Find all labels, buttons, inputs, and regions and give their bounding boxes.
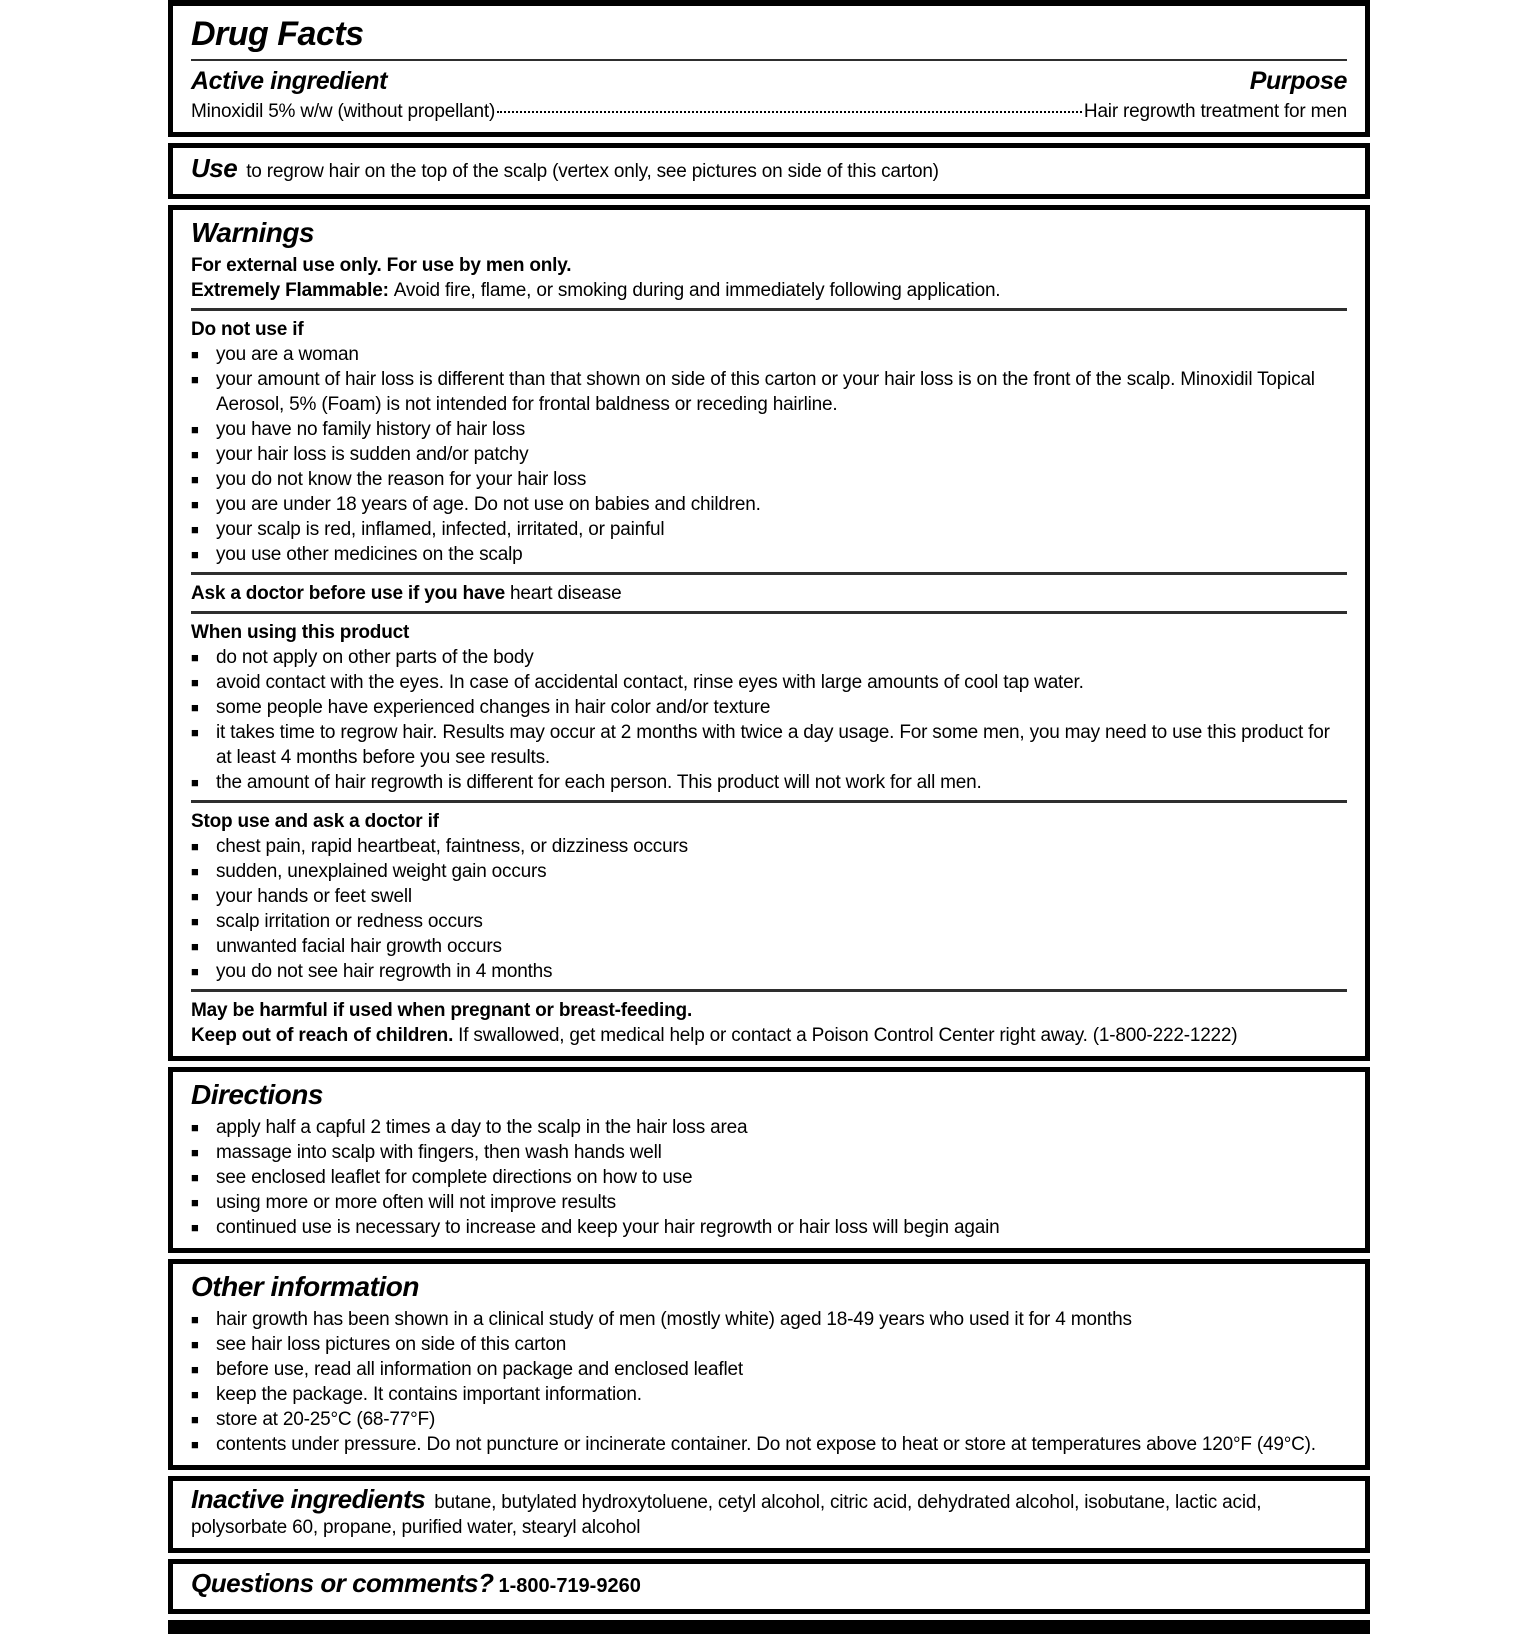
cutoff-panel-border bbox=[168, 1620, 1370, 1634]
bullet-square-icon: ■ bbox=[191, 497, 199, 512]
section-directions bbox=[168, 1067, 1370, 1253]
direction-item: ■ using more or more often will not improve results bbox=[191, 1192, 616, 1213]
stop-use-list bbox=[191, 834, 1347, 984]
bullet-square-icon: ■ bbox=[191, 372, 199, 387]
bullet-square-icon: ■ bbox=[191, 1170, 199, 1185]
bullet-square-icon: ■ bbox=[191, 547, 199, 562]
direction-item: ■ apply half a capful 2 times a day to the scalp in the hair loss area bbox=[191, 1117, 748, 1138]
bullet-square-icon: ■ bbox=[191, 347, 199, 362]
pregnancy-warning: May be harmful if used when pregnant or breast-feeding. bbox=[191, 1000, 693, 1021]
bullet-square-icon: ■ bbox=[191, 522, 199, 537]
bullet-square-icon: ■ bbox=[191, 1387, 199, 1402]
bullet-square-icon: ■ bbox=[191, 1120, 199, 1135]
bullet-square-icon: ■ bbox=[191, 650, 199, 665]
keep-out-text: If swallowed, get medical help or contact a Poison Control Center right away. (1-800-222-1222) bbox=[458, 1025, 1238, 1046]
do-not-use-list bbox=[191, 342, 1347, 567]
flammable-text: Avoid fire, flame, or smoking during and immediately following application. bbox=[393, 280, 1001, 301]
bullet-square-icon: ■ bbox=[191, 839, 199, 854]
warning-item: ■ you are under 18 years of age. Do not use on babies and children. bbox=[191, 494, 761, 515]
ask-doctor-label: Ask a doctor before use if you have bbox=[191, 583, 505, 604]
active-ingredient-row bbox=[191, 99, 1347, 124]
bullet-square-icon: ■ bbox=[191, 1145, 199, 1160]
flammable-line bbox=[191, 278, 1347, 303]
page-title: Drug Facts bbox=[191, 15, 364, 53]
bullet-square-icon: ■ bbox=[191, 964, 199, 979]
active-ingredient-heading: Active ingredient bbox=[191, 67, 388, 95]
warning-item: ■ you do not know the reason for your hair loss bbox=[191, 469, 587, 490]
other-info-item: ■ store at 20-25°C (68-77°F) bbox=[191, 1409, 436, 1430]
other-info-item: ■ contents under pressure. Do not puncture or incinerate container. Do not expose to heat or store at temperatures above 120°F (49°C). bbox=[191, 1434, 1316, 1455]
active-ingredient-header-row bbox=[191, 67, 1347, 96]
use-text: to regrow hair on the top of the scalp (vertex only, see pictures on side of this carton) bbox=[246, 161, 939, 182]
label-panel bbox=[168, 0, 1370, 1634]
bullet-square-icon: ■ bbox=[191, 472, 199, 487]
warning-item: ■ the amount of hair regrowth is different for each person. This product will not work for all men. bbox=[191, 772, 982, 793]
external-use-line: For external use only. For use by men only. bbox=[191, 255, 572, 276]
warning-item: ■ some people have experienced changes in hair color and/or texture bbox=[191, 697, 771, 718]
warning-item: ■ unwanted facial hair growth occurs bbox=[191, 936, 502, 957]
divider bbox=[191, 572, 1347, 575]
bullet-square-icon: ■ bbox=[191, 1312, 199, 1327]
bullet-square-icon: ■ bbox=[191, 725, 199, 740]
bullet-square-icon: ■ bbox=[191, 447, 199, 462]
divider bbox=[191, 989, 1347, 992]
bullet-square-icon: ■ bbox=[191, 914, 199, 929]
section-header bbox=[168, 0, 1370, 137]
section-questions bbox=[168, 1559, 1370, 1614]
warning-item: ■ sudden, unexplained weight gain occurs bbox=[191, 861, 547, 882]
use-row bbox=[191, 152, 1347, 186]
direction-item: ■ see enclosed leaflet for complete directions on how to use bbox=[191, 1167, 693, 1188]
other-information-heading: Other information bbox=[191, 1271, 419, 1302]
warning-item: ■ it takes time to regrow hair. Results may occur at 2 months with twice a day usage. For some men, you may need to use this product for at least 4 months before you see results. bbox=[191, 722, 1330, 768]
divider bbox=[191, 308, 1347, 311]
warning-item: ■ you have no family history of hair loss bbox=[191, 419, 526, 440]
other-information-list bbox=[191, 1307, 1347, 1457]
divider bbox=[191, 611, 1347, 614]
section-warnings bbox=[168, 205, 1370, 1061]
inactive-ingredients-text: butane, butylated hydroxytoluene, cetyl alcohol, citric acid, dehydrated alcohol, isobutane, lactic acid, polysorbate 60, propane, purified water, stearyl alcohol bbox=[191, 1492, 1262, 1538]
inactive-ingredients-row bbox=[191, 1485, 1347, 1540]
other-info-item: ■ before use, read all information on package and enclosed leaflet bbox=[191, 1359, 743, 1380]
purpose-value: Hair regrowth treatment for men bbox=[1083, 101, 1347, 122]
section-other-information bbox=[168, 1259, 1370, 1470]
bullet-square-icon: ■ bbox=[191, 1362, 199, 1377]
questions-phone-number: 1-800-719-9260 bbox=[498, 1575, 641, 1597]
inactive-ingredients-heading: Inactive ingredients bbox=[191, 1484, 426, 1514]
ask-doctor-condition: heart disease bbox=[509, 583, 622, 604]
warning-item: ■ scalp irritation or redness occurs bbox=[191, 911, 483, 932]
purpose-heading: Purpose bbox=[1249, 67, 1347, 95]
bullet-square-icon: ■ bbox=[191, 1220, 199, 1235]
keep-out-of-reach-line bbox=[191, 1023, 1347, 1048]
divider bbox=[191, 59, 1347, 61]
bullet-square-icon: ■ bbox=[191, 700, 199, 715]
warning-item: ■ you use other medicines on the scalp bbox=[191, 544, 523, 565]
warning-item: ■ your scalp is red, inflamed, infected, irritated, or painful bbox=[191, 519, 665, 540]
other-info-item: ■ keep the package. It contains important information. bbox=[191, 1384, 642, 1405]
when-using-heading: When using this product bbox=[191, 622, 410, 643]
warning-item: ■ you do not see hair regrowth in 4 months bbox=[191, 961, 553, 982]
warning-item: ■ your hands or feet swell bbox=[191, 886, 412, 907]
keep-out-label: Keep out of reach of children. bbox=[191, 1025, 454, 1046]
dotted-leader bbox=[497, 111, 1082, 113]
warnings-heading: Warnings bbox=[191, 217, 315, 248]
questions-row bbox=[191, 1568, 1347, 1601]
warning-item: ■ avoid contact with the eyes. In case of accidental contact, rinse eyes with large amounts of cool tap water. bbox=[191, 672, 1084, 693]
do-not-use-heading: Do not use if bbox=[191, 319, 304, 340]
divider bbox=[191, 800, 1347, 803]
warning-item: ■ you are a woman bbox=[191, 344, 359, 365]
when-using-list bbox=[191, 645, 1347, 795]
bullet-square-icon: ■ bbox=[191, 1195, 199, 1210]
warning-item: ■ chest pain, rapid heartbeat, faintness, or dizziness occurs bbox=[191, 836, 688, 857]
directions-list bbox=[191, 1115, 1347, 1240]
bullet-square-icon: ■ bbox=[191, 889, 199, 904]
bullet-square-icon: ■ bbox=[191, 775, 199, 790]
bullet-square-icon: ■ bbox=[191, 1412, 199, 1427]
other-info-item: ■ see hair loss pictures on side of this carton bbox=[191, 1334, 567, 1355]
questions-heading: Questions or comments? bbox=[191, 1568, 494, 1598]
bullet-square-icon: ■ bbox=[191, 864, 199, 879]
bullet-square-icon: ■ bbox=[191, 939, 199, 954]
ask-doctor-line bbox=[191, 581, 1347, 606]
active-ingredient-name: Minoxidil 5% w/w (without propellant) bbox=[191, 101, 496, 122]
direction-item: ■ massage into scalp with fingers, then wash hands well bbox=[191, 1142, 662, 1163]
warning-item: ■ your hair loss is sudden and/or patchy bbox=[191, 444, 529, 465]
bullet-square-icon: ■ bbox=[191, 1437, 199, 1452]
other-info-item: ■ hair growth has been shown in a clinical study of men (mostly white) aged 18-49 years who used it for 4 months bbox=[191, 1309, 1132, 1330]
warning-item: ■ do not apply on other parts of the body bbox=[191, 647, 534, 668]
section-inactive-ingredients bbox=[168, 1476, 1370, 1553]
bullet-square-icon: ■ bbox=[191, 675, 199, 690]
flammable-label: Extremely Flammable: bbox=[191, 280, 389, 301]
use-heading: Use bbox=[191, 153, 238, 183]
directions-heading: Directions bbox=[191, 1079, 323, 1110]
section-use bbox=[168, 143, 1370, 199]
direction-item: ■ continued use is necessary to increase and keep your hair regrowth or hair loss will begin again bbox=[191, 1217, 1000, 1238]
bullet-square-icon: ■ bbox=[191, 422, 199, 437]
bullet-square-icon: ■ bbox=[191, 1337, 199, 1352]
stop-use-heading: Stop use and ask a doctor if bbox=[191, 811, 439, 832]
warning-item: ■ your amount of hair loss is different than that shown on side of this carton or your hair loss is on the front of the scalp. Minoxidil Topical Aerosol, 5% (Foam) is not intended for frontal baldness or receding hairline. bbox=[191, 369, 1315, 415]
